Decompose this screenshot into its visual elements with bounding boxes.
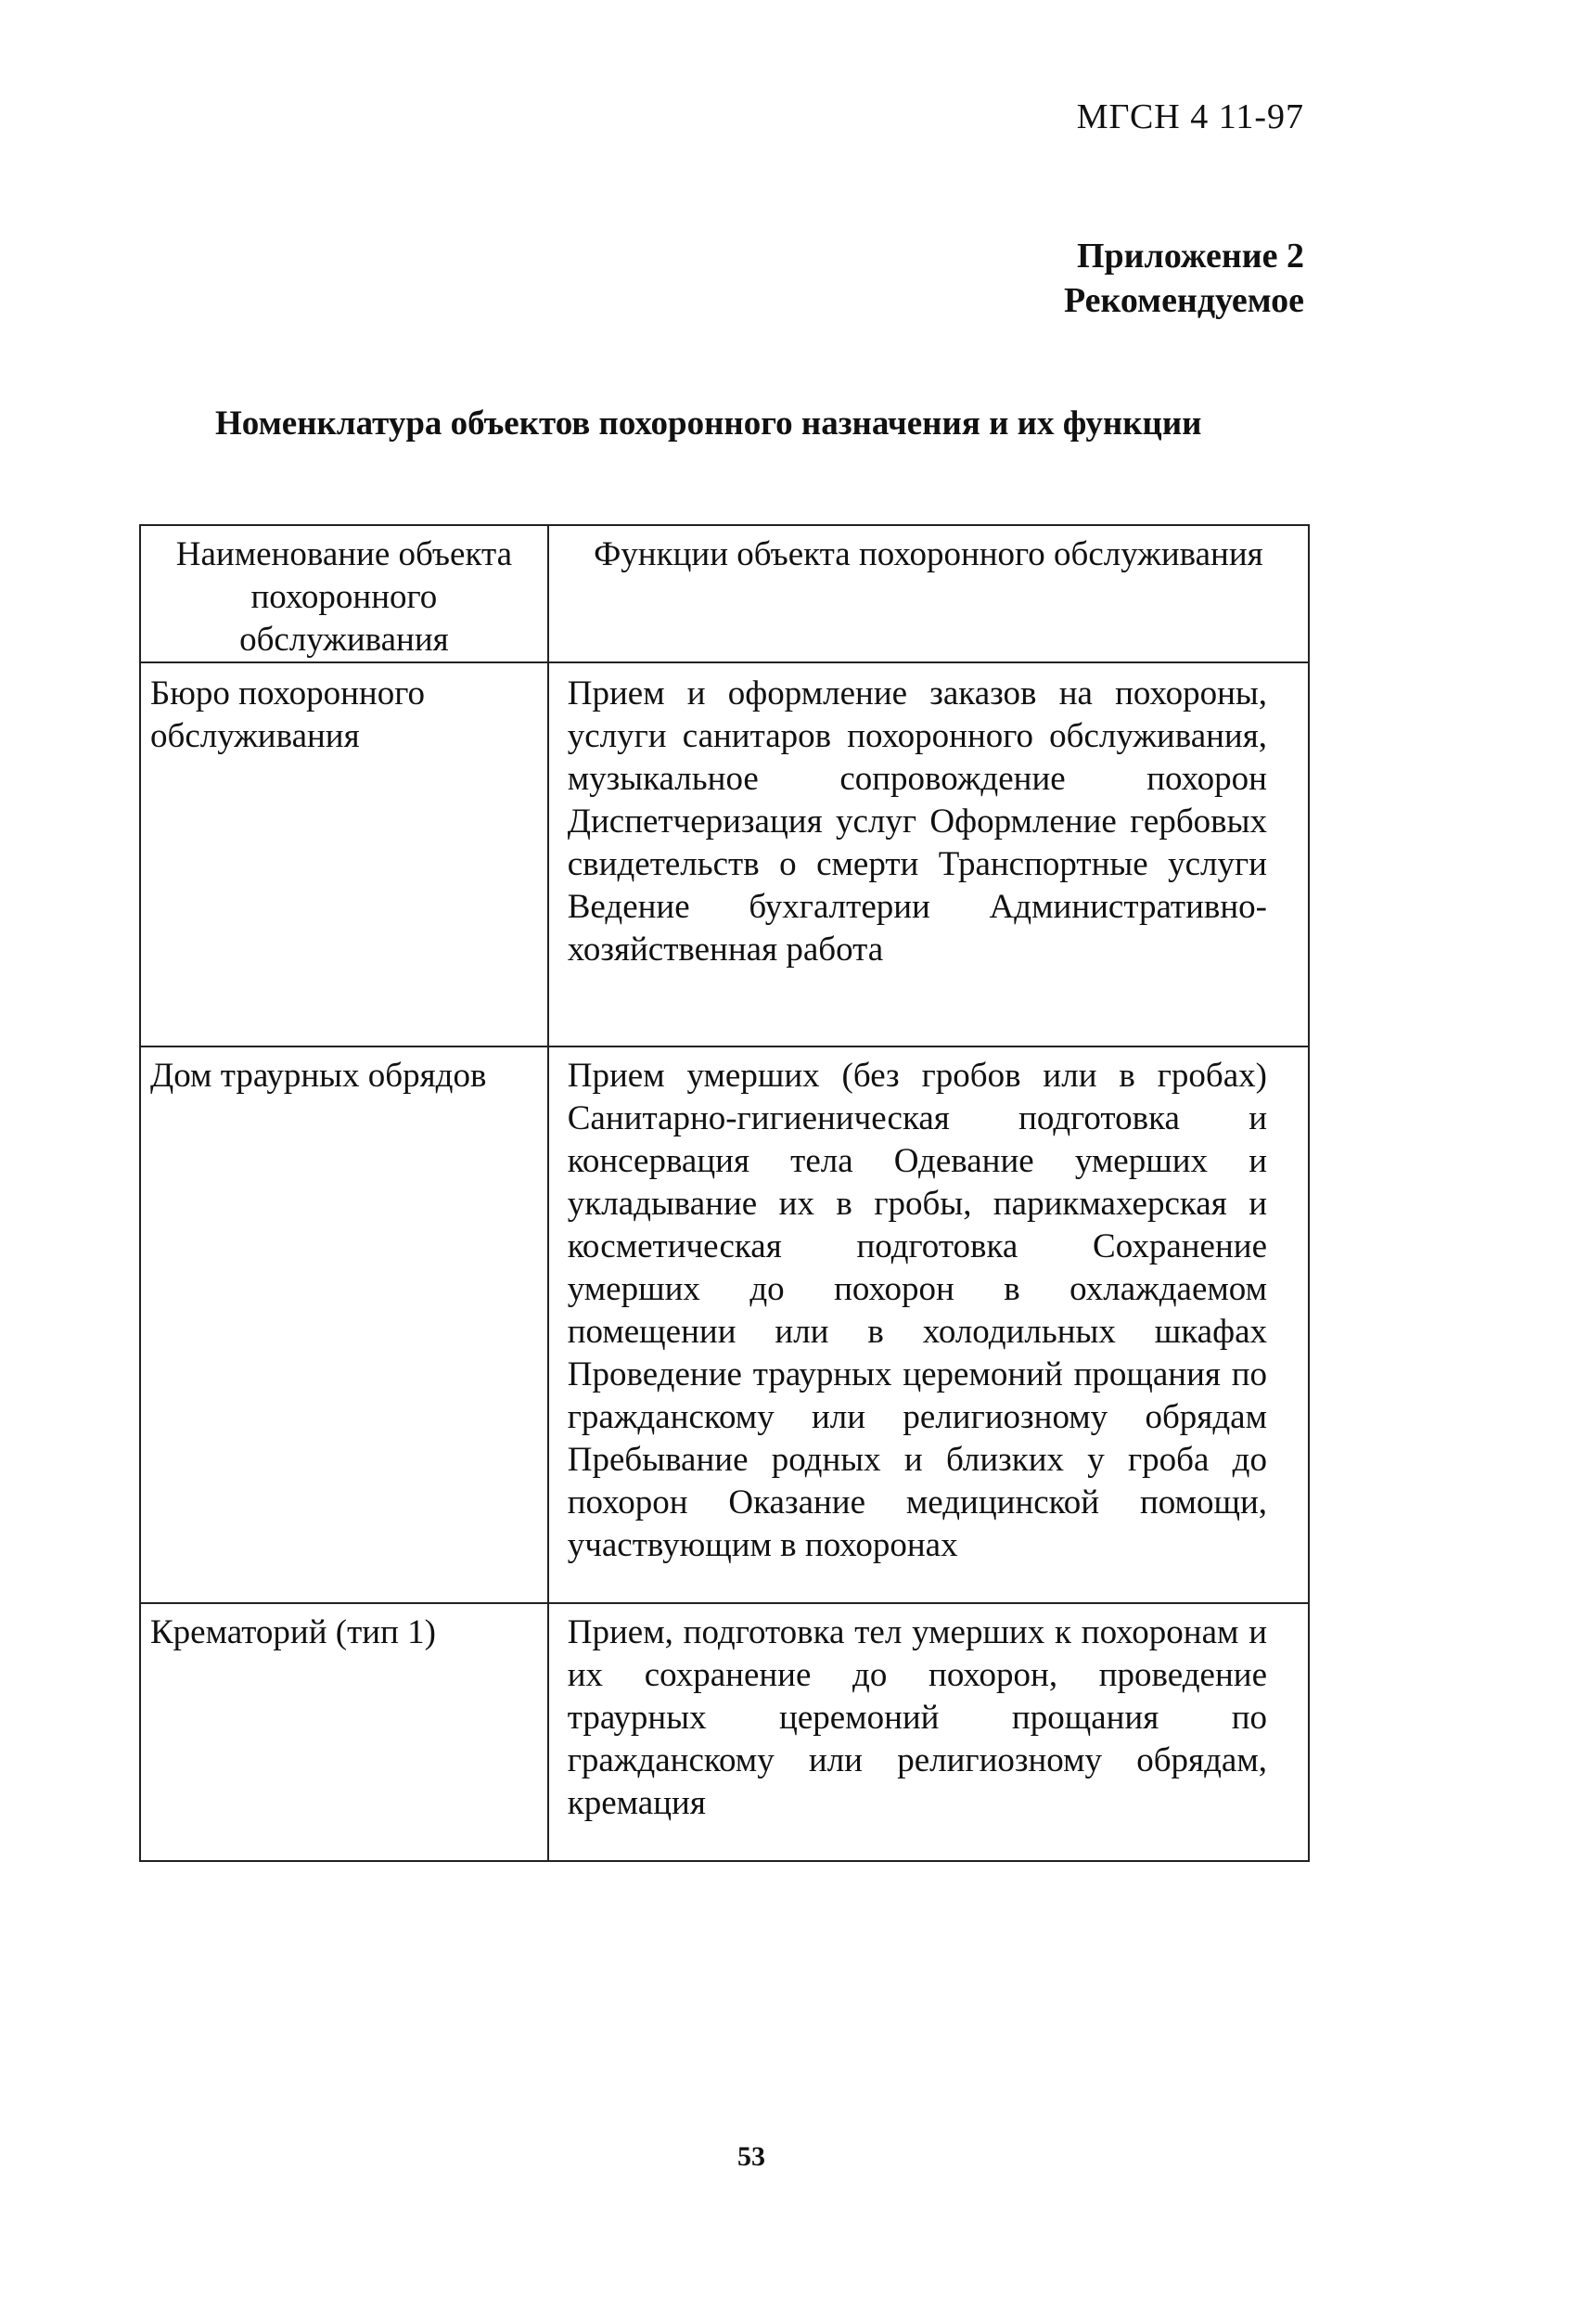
appendix-label: Приложение 2 [1076,237,1304,276]
object-name-cell: Дом траурных обрядов [140,1046,548,1603]
header-name-cell: Наименование объекта похоронного обслуживания [140,525,548,662]
object-functions-cell: Прием, подготовка тел умерших к похоронам и их сохранение до похорон, проведение траурных церемоний прощания по гражданскому или религиозному обрядам, кремация [548,1603,1309,1861]
table-header-row [140,525,1309,662]
object-functions-cell: Прием и оформление заказов на похороны, услуги санитаров похоронного обслуживания, музыкальное сопровождение похорон Диспетчеризация услуг Оформление гербовых свидетельств о смерти Транспортные услуги Ведение бухгалтерии Административно-хозяйственная работа [548,662,1309,1046]
document-code: МГСН 4 11-97 [1076,97,1304,136]
nomenclature-table [139,524,1310,1862]
object-functions-cell: Прием умерших (без гробов или в гробах) Санитарно-гигиеническая подготовка и консервация тела Одевание умерших и укладывание их в гробы, парикмахерская и косметическая подготовка Сохранение умерших до похорон в охлаждаемом помещении или в холодильных шкафах Проведение траурных церемоний прощания по гражданскому или религиозному обрядам Пребывание родных и близких у гроба до похорон Оказание медицинской помощи, участвующим в похоронах [548,1046,1309,1603]
object-name-cell: Бюро похоронного обслуживания [140,662,548,1046]
appendix-status: Рекомендуемое [1063,281,1304,320]
table-row [140,1046,1309,1603]
object-name-cell: Крематорий (тип 1) [140,1603,548,1861]
header-functions-cell: Функции объекта похоронного обслуживания [548,525,1309,662]
table-row [140,662,1309,1046]
page-number: 53 [737,2141,765,2172]
document-title: Номенклатура объектов похоронного назначения и их функции [215,404,1202,443]
appendix-block [1064,234,1304,323]
table-row [140,1603,1309,1861]
